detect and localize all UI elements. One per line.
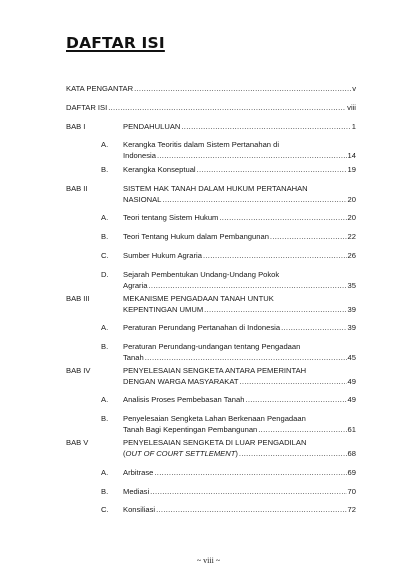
toc-entry [66,394,356,405]
section-number: A. [101,395,109,404]
toc-entry-page: 39 [347,305,356,314]
toc-entry [66,293,356,315]
section-number: B. [101,487,109,496]
dot-leader [239,376,346,387]
toc-entry-title-line2: Agraria [123,281,148,290]
toc-entry-page: viii [347,103,356,112]
toc-entry-title: Mediasi [123,487,150,496]
toc-entry-page: 72 [347,505,356,514]
dot-leader [203,250,347,261]
section-number: B. [101,342,109,351]
dot-leader [145,352,347,363]
toc-entry [66,102,356,113]
section-number: C. [101,251,109,260]
dot-leader [181,121,350,132]
toc-entry-title-line1: Sejarah Pembentukan Undang-Undang Pokok [123,270,280,279]
section-number: A. [101,323,109,332]
dot-leader [219,212,346,223]
dot-leader [162,194,346,205]
toc-entry-title: DAFTAR ISI [66,103,108,112]
dot-leader [157,150,347,161]
toc-entry-page: 68 [347,449,356,458]
toc-entry-page: 20 [347,213,356,222]
dot-leader [134,83,351,94]
toc-entry [66,121,356,132]
section-number: A. [101,213,109,222]
section-number: D. [101,270,109,279]
toc-entry-title: Teori Tentang Hukum dalam Pembangunan [123,232,269,241]
toc-entry-page: 61 [347,425,356,434]
dot-leader [270,231,347,242]
toc-entry-title: KATA PENGANTAR [66,84,134,93]
paren-close: ) [235,449,238,458]
toc-entry-title-line2: DENGAN WARGA MASYARAKAT [123,377,239,386]
toc-entry-page: 14 [347,151,356,160]
toc-entry-title-line2: Indonesia [123,151,156,160]
toc-entry-title-line2: KEPENTINGAN UMUM [123,305,204,314]
dot-leader [154,467,346,478]
dot-leader [148,280,346,291]
italic-term: OUT OF COURT SETTLEMENT [125,449,236,458]
toc-entry [66,183,356,205]
toc-entry [66,164,356,175]
toc-entry-title-line1: Kerangka Teoritis dalam Sistem Pertanahan di [123,140,280,149]
toc-entry-page: 39 [347,323,356,332]
toc-entry [66,341,356,363]
toc-entry-title: Kerangka Konseptual [123,165,196,174]
page-number-footer: ~ viii ~ [196,556,221,565]
toc-entry-title-line1: PENYELESAIAN SENGKETA ANTARA PEMERINTAH [123,366,307,375]
toc-entry-title: Arbitrase [123,468,154,477]
toc-entry-page: 1 [351,122,356,131]
toc-entry-page: 49 [347,395,356,404]
dot-leader [245,394,346,405]
toc-entry-title-line1: SISTEM HAK TANAH DALAM HUKUM PERTANAHAN [123,184,308,193]
toc-entry [66,413,356,435]
section-number: C. [101,505,109,514]
toc-entry [66,139,356,161]
dot-leader [258,424,346,435]
dot-leader [150,486,346,497]
toc-entry [66,212,356,223]
toc-entry-title: Analisis Proses Pembebasan Tanah [123,395,245,404]
dot-leader [239,448,347,459]
toc-entry [66,322,356,333]
toc-entry-page: 35 [347,281,356,290]
toc-entry-title-line1: Penyelesaian Sengketa Lahan Berkenaan Pengadaan [123,414,306,423]
toc-entry [66,231,356,242]
toc-entry-page: 20 [347,195,356,204]
toc-entry-page: 70 [347,487,356,496]
toc-entry [66,269,356,291]
toc-entry-title: Konsiliasi [123,505,156,514]
toc-entry-page: 22 [347,232,356,241]
paren-open: ( [123,449,126,458]
toc-entry-title-line2: Tanah Bagi Kepentingan Pembangunan [123,425,258,434]
page-title: DAFTAR ISI [66,34,165,52]
section-number: A. [101,468,109,477]
toc-entry-title: Teori tentang Sistem Hukum [123,213,219,222]
chapter-label: BAB II [66,184,88,193]
toc-entry-page: 26 [347,251,356,260]
toc-entry-page: 19 [347,165,356,174]
toc-entry [66,504,356,515]
section-number: B. [101,414,109,423]
toc-entry-title: Peraturan Perundang Pertanahan di Indonesia [123,323,281,332]
toc-entry-page: 69 [347,468,356,477]
toc-entry-title-line2: NASIONAL [123,195,162,204]
chapter-label: BAB III [66,294,90,303]
dot-leader [204,304,346,315]
dot-leader [156,504,346,515]
toc-entry [66,437,356,459]
toc-entry [66,365,356,387]
toc-entry-page: 45 [347,353,356,362]
toc-entry-title: Sumber Hukum Agraria [123,251,202,260]
toc-entry-title-line2: Tanah [123,353,144,362]
toc-entry-title-line1: Peraturan Perundang-undangan tentang Pengadaan [123,342,301,351]
section-number: B. [101,232,109,241]
toc-entry-title-line1: PENYELESAIAN SENGKETA DI LUAR PENGADILAN [123,438,307,447]
toc-entry-title-line2 [123,448,238,459]
dot-leader [197,164,347,175]
toc-entry [66,83,356,94]
toc-entry-page: v [352,84,356,93]
toc-entry-title: PENDAHULUAN [123,122,181,131]
dot-leader [281,322,346,333]
toc-entry-page: 49 [347,377,356,386]
toc-entry [66,486,356,497]
section-number: A. [101,140,109,149]
chapter-label: BAB V [66,438,89,447]
toc-entry [66,467,356,478]
chapter-label: BAB I [66,122,86,131]
section-number: B. [101,165,109,174]
toc-entry [66,250,356,261]
toc-entry-title-line1: MEKANISME PENGADAAN TANAH UNTUK [123,294,274,303]
chapter-label: BAB IV [66,366,91,375]
dot-leader [108,102,346,113]
